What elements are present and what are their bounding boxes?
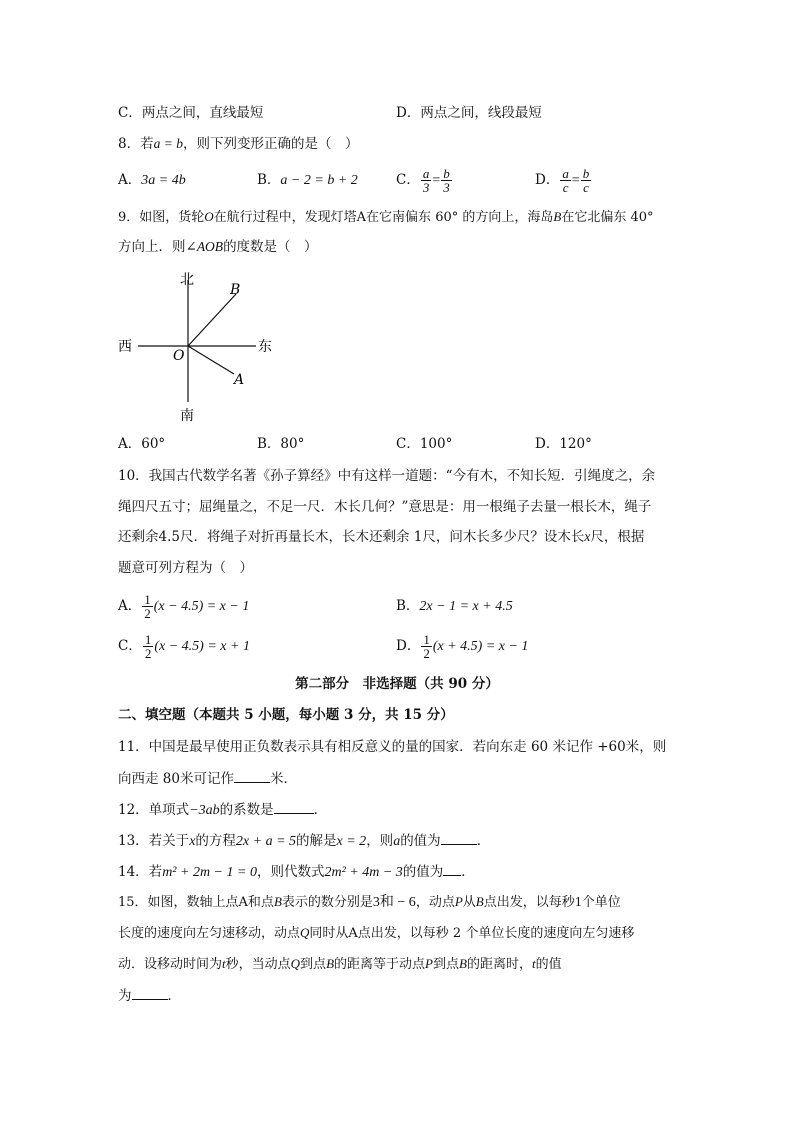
q10-option-d-expr: (x + 4.5) = x − 1 xyxy=(432,639,529,654)
label-west: 西 xyxy=(118,339,132,355)
q14-mid: ，则代数式 xyxy=(256,864,325,880)
label-east: 东 xyxy=(258,339,272,355)
q15-b2: B xyxy=(475,894,484,909)
q15-line2-b: 同时从A点出发，以每秒 2 个单位长度的速度向左匀速移 xyxy=(309,926,635,941)
q8-option-c xyxy=(396,162,453,199)
label-a: A xyxy=(234,372,245,388)
q15-line1-c: ，动点 xyxy=(415,895,455,910)
q10-d-half-numerator: 1 xyxy=(423,632,430,647)
q10-line3 xyxy=(118,527,644,547)
q11-line2-a: 向西走 80米可记作 xyxy=(118,771,234,787)
q10-line1: 10．我国古代数学名著《孙子算经》中有这样一道题：“今有木，不知长短．引绳度之，余 xyxy=(118,468,656,484)
q13-mid: 的方程 xyxy=(195,833,236,849)
q10-line4: 题意可列方程为（ ） xyxy=(118,560,253,576)
q9-line1-c: 在它北偏东 40° xyxy=(561,210,654,225)
q9-stem-line2 xyxy=(118,237,318,257)
q14-equation: m² + 2m − 1 = 0 xyxy=(162,865,257,880)
q11-answer-blank[interactable] xyxy=(234,768,270,783)
q15-line1-f: 个单位 xyxy=(581,895,621,910)
q15-line3 xyxy=(118,954,562,975)
q9-line1-a: 9．如图，货轮 xyxy=(118,210,205,225)
q9-point-b: B xyxy=(553,209,562,224)
q8-stem-post: ，则下列变形正确的是（ ） xyxy=(182,136,359,152)
q15-line1-b: 表示的数分别是 xyxy=(281,895,373,910)
q15-b3: B xyxy=(326,956,335,971)
q10-a-half-denominator: 2 xyxy=(144,606,151,621)
q8-option-d-label: D． xyxy=(535,172,560,188)
q14-expression: 2m² + 4m − 3 xyxy=(324,865,403,880)
q10-option-d xyxy=(396,628,528,665)
q15-one: 1 xyxy=(574,895,582,910)
q13-answer-blank[interactable] xyxy=(441,830,477,845)
q12-answer-blank[interactable] xyxy=(274,799,314,814)
q10-option-b-label: B． xyxy=(396,598,420,614)
q13-post: 的值为 xyxy=(400,833,441,849)
label-b: B xyxy=(230,282,241,298)
q15-line1 xyxy=(118,892,621,913)
q15-line3-f: 的距离时， xyxy=(466,957,532,972)
q13-mid3: ，则 xyxy=(366,833,394,849)
q14-pre: 14．若 xyxy=(118,864,163,880)
q15-line3-b: 秒，当动点 xyxy=(225,957,291,972)
q15-line3-g: 的值 xyxy=(535,957,562,972)
section2-title: 二、填空题（本题共 5 小题，每小题 3 分，共 15 分） xyxy=(118,707,454,723)
q15-p2: P xyxy=(425,956,433,971)
q11-line2-b: 米． xyxy=(269,771,297,787)
q11-line1: 11．中国是最早使用正负数表示具有相反意义的量的国家．若向东走 60 米记作 +60米，则 xyxy=(118,739,667,755)
q8-stem-pre: 8．若 xyxy=(118,136,154,152)
q15-t2: t xyxy=(531,956,536,971)
q15-t1: t xyxy=(222,956,226,971)
q13 xyxy=(118,830,490,852)
q9-option-b: B．80° xyxy=(257,436,305,452)
q8-d-right-numerator: b xyxy=(582,166,590,181)
ray-oa xyxy=(188,346,234,374)
q15-answer-blank[interactable] xyxy=(132,985,168,1000)
q15-line2 xyxy=(118,923,634,944)
q10-option-a-expr: (x − 4.5) = x − 1 xyxy=(153,599,250,614)
q8-condition: a = b xyxy=(153,136,183,151)
q10-line3-end: 尺，根据 xyxy=(590,529,645,545)
q15-line3-a: 动．设移动时间为 xyxy=(118,957,223,972)
q15-numbers: 3和 − 6 xyxy=(372,895,416,910)
q10-option-c xyxy=(118,628,250,665)
q9-stem-line1 xyxy=(118,207,654,228)
q9-point-o: O xyxy=(204,209,214,224)
q15-line2-a: 长度的速度向左匀速移动，动点 xyxy=(118,926,301,941)
q8-option-c-label: C． xyxy=(396,172,420,188)
q12-post: 的系数是 xyxy=(219,802,274,818)
q8-option-a xyxy=(118,170,186,191)
q9-line1-b: 在航行过程中，发现灯塔A在它南偏东 60° 的方向上，海岛 xyxy=(213,210,554,225)
q10-c-half-numerator: 1 xyxy=(144,632,152,647)
q10-line3-text: 还剩余4.5尺．将绳子对折再量长木，长木还剩余 1尺，问木长多少尺？设木长 xyxy=(118,529,585,545)
q13-equation: 2x + a = 5 xyxy=(235,834,297,849)
q9-compass-figure xyxy=(110,262,290,427)
q10-option-a xyxy=(118,588,249,625)
q8-d-left-denominator: c xyxy=(562,180,569,195)
q13-solution: x = 2 xyxy=(336,834,367,849)
q15-line3-e: 到点 xyxy=(432,957,459,972)
q10-a-half-numerator: 1 xyxy=(144,592,151,607)
label-north: 北 xyxy=(180,272,194,288)
q11-line2 xyxy=(118,768,297,789)
q15-line4 xyxy=(118,985,181,1006)
part2-title: 第二部分 非选择题（共 90 分） xyxy=(295,676,499,692)
q8-option-d-left-fraction xyxy=(560,167,571,194)
q13-end: ． xyxy=(476,833,491,849)
q12 xyxy=(118,799,327,821)
q8-c-right-numerator: b xyxy=(443,166,450,181)
q13-pre: 13．若关于 xyxy=(118,833,190,849)
q15-line1-e: 点出发，以每秒 xyxy=(483,895,575,910)
q15-b4: B xyxy=(459,956,467,971)
ray-ob xyxy=(188,294,236,346)
q10-option-c-expr: (x − 4.5) = x + 1 xyxy=(154,639,250,654)
q10-option-d-label: D． xyxy=(396,638,421,654)
q10-d-half xyxy=(421,633,432,660)
q15-q2: Q xyxy=(290,956,301,971)
q10-a-half xyxy=(142,593,153,620)
q13-mid2: 的解是 xyxy=(296,833,337,849)
q8-c-left-numerator: a xyxy=(422,166,430,181)
q12-monomial: −3ab xyxy=(189,803,220,818)
q10-c-half xyxy=(143,633,154,660)
q10-c-half-denominator: 2 xyxy=(144,646,152,661)
q8-c-equals: = xyxy=(432,173,441,188)
q13-var-x: x xyxy=(189,834,196,849)
q10-option-b xyxy=(396,596,513,617)
q15-end: ． xyxy=(167,988,181,1004)
q8-option-a-label: A． xyxy=(118,172,142,188)
q14-answer-blank[interactable] xyxy=(443,861,461,876)
q8-option-c-left-fraction xyxy=(421,167,432,194)
q9-line2-b: 的度数是（ ） xyxy=(223,239,318,255)
q8-d-left-numerator: a xyxy=(562,166,569,181)
q10-var-x: x xyxy=(584,529,591,544)
q10-option-b-expr: 2x − 1 = x + 4.5 xyxy=(419,599,513,614)
q8-stem xyxy=(118,134,358,154)
q14 xyxy=(118,861,475,883)
q8-option-b-expr: a − 2 = b + 2 xyxy=(280,173,358,188)
q9-option-c: C．100° xyxy=(396,436,453,452)
q8-option-c-right-fraction xyxy=(441,167,452,194)
q14-post: 的值为 xyxy=(402,864,444,880)
q15-line4-text: 为 xyxy=(118,988,132,1004)
q15-b1: B xyxy=(273,894,282,909)
q15-line1-a: 15．如图，数轴上点A和点 xyxy=(118,895,274,910)
q8-option-d-right-fraction xyxy=(581,167,592,194)
q8-option-a-expr: 3a = 4b xyxy=(141,173,186,188)
q15-line3-c: 到点 xyxy=(300,957,327,972)
q8-option-b xyxy=(257,170,358,191)
q14-end: ． xyxy=(461,864,475,880)
q9-angle-aob: AOB xyxy=(196,239,224,254)
q8-d-right-denominator: c xyxy=(583,180,589,195)
q10-d-half-denominator: 2 xyxy=(423,646,430,661)
q8-option-d xyxy=(535,162,592,199)
q15-q1: Q xyxy=(300,925,310,940)
q8-option-b-label: B． xyxy=(257,172,281,188)
q7-option-d: D．两点之间，线段最短 xyxy=(396,105,542,121)
label-o: O xyxy=(173,348,185,364)
q13-var-a: a xyxy=(393,834,401,849)
q15-line1-d: 从 xyxy=(462,895,476,910)
q10-line2: 绳四尺五寸；屈绳量之，不足一尺．木长几何？”意思是：用一根绳子去量一根长木，绳子 xyxy=(118,499,652,515)
q15-p1: P xyxy=(454,894,463,909)
q9-line2-a: 方向上．则∠ xyxy=(118,239,197,255)
q8-d-equals: = xyxy=(571,173,580,188)
q10-option-c-label: C． xyxy=(118,638,142,654)
q12-end: ． xyxy=(313,802,328,818)
q12-pre: 12．单项式 xyxy=(118,802,190,818)
q9-option-d: D．120° xyxy=(535,436,592,452)
q8-c-right-denominator: 3 xyxy=(443,180,450,195)
q10-option-a-label: A． xyxy=(118,598,142,614)
label-south: 南 xyxy=(180,408,194,424)
q7-option-c: C．两点之间，直线最短 xyxy=(118,105,264,121)
q9-option-a: A．60° xyxy=(118,436,166,452)
q8-c-left-denominator: 3 xyxy=(422,180,430,195)
q15-line3-d: 的距离等于动点 xyxy=(334,957,426,972)
